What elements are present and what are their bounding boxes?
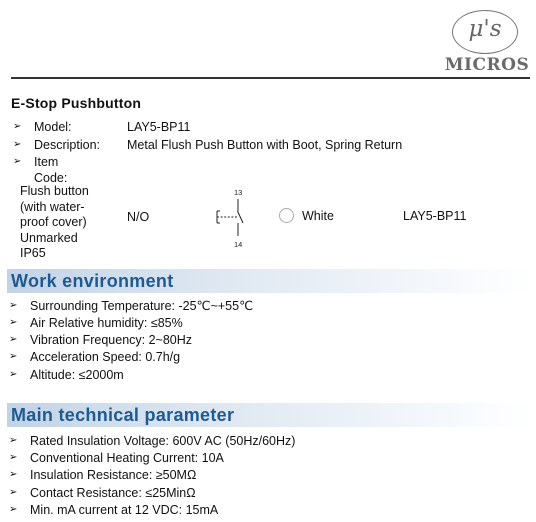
arrow-bullet-icon: ➢ (9, 452, 18, 463)
arrow-bullet-icon: ➢ (9, 334, 18, 345)
arrow-bullet-icon: ➢ (9, 317, 18, 328)
variant-description-line: IP65 (20, 246, 46, 260)
section-title: Main technical parameter (11, 405, 235, 425)
section-header-main-technical-parameter (7, 403, 533, 427)
arrow-bullet-icon: ➢ (9, 369, 18, 380)
spec-key: Model: (34, 120, 72, 134)
variant-description-line: (with water- (20, 199, 85, 214)
white-color-swatch-icon (279, 208, 294, 223)
logo-symbol: μ's (468, 16, 502, 42)
spec-value: LAY5-BP11 (127, 120, 191, 134)
spec-key: Description: (34, 138, 100, 152)
arrow-bullet-icon: ➢ (9, 487, 18, 498)
arrow-bullet-icon: ➢ (9, 300, 18, 311)
page-title: E-Stop Pushbutton (11, 95, 142, 111)
variant-description-line: Flush button (20, 184, 89, 198)
terminal-label-bottom: 14 (234, 240, 243, 249)
variant-model: LAY5-BP11 (403, 209, 467, 223)
logo-brand: MICROS (444, 55, 530, 75)
arrow-bullet-icon: ➢ (9, 469, 18, 480)
micros-logo (442, 8, 532, 76)
header-divider (11, 77, 530, 79)
spec-value: Metal Flush Push Button with Boot, Spring Return (127, 138, 403, 152)
arrow-bullet-icon: ➢ (13, 121, 22, 132)
terminal-label-top: 13 (234, 188, 243, 197)
arrow-bullet-icon: ➢ (9, 504, 18, 515)
variant-contact-type: N/O (127, 210, 150, 224)
variant-description-line: Unmarked (20, 230, 78, 245)
section-title: Work environment (11, 271, 174, 291)
variant-description (20, 184, 110, 262)
spec-key: Item Code: (34, 155, 68, 185)
variant-color: White (302, 209, 334, 223)
arrow-bullet-icon: ➢ (13, 156, 22, 167)
arrow-bullet-icon: ➢ (13, 139, 22, 150)
arrow-bullet-icon: ➢ (9, 351, 18, 362)
normally-open-contact-icon (210, 186, 250, 250)
arrow-bullet-icon: ➢ (9, 435, 18, 446)
variant-description-line: proof cover) (20, 215, 87, 229)
section-header-work-environment (7, 269, 533, 293)
